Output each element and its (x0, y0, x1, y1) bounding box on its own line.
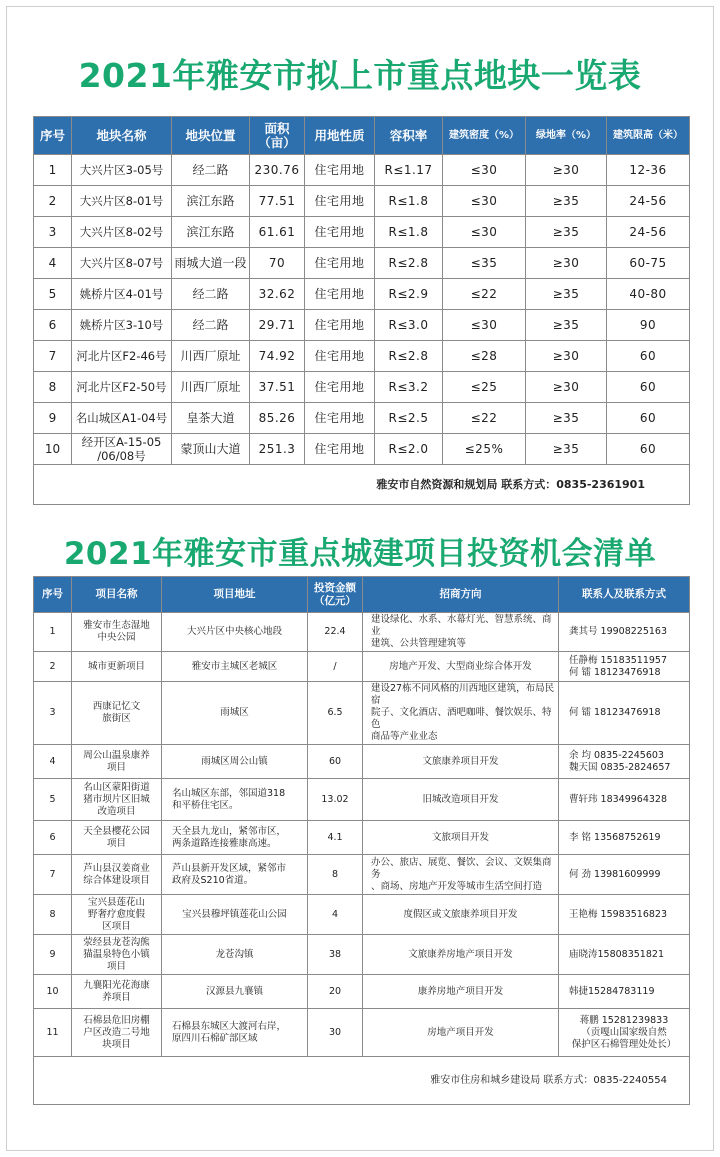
cell-contact: 余 均 0835-2245603 魏天国 0835-2824657 (559, 745, 690, 779)
project-table-row (34, 682, 690, 745)
cell-area: 251.3 (250, 434, 305, 465)
land-parcel-table (33, 116, 690, 505)
cell-investment-direction: 文旅康养房地产项目开发 (363, 935, 559, 975)
cell-index: 2 (34, 186, 72, 217)
cell-index: 8 (34, 372, 72, 403)
cell-investment-amount: 4.1 (308, 821, 363, 855)
cell-land-use: 住宅用地 (305, 186, 375, 217)
header-plot-ratio: 容积率 (375, 117, 443, 155)
cell-parcel-location: 皇茶大道 (172, 403, 250, 434)
header-contact: 联系人及联系方式 (559, 577, 690, 613)
cell-plot-ratio: R≤1.8 (375, 186, 443, 217)
cell-plot-ratio: R≤2.5 (375, 403, 443, 434)
cell-project-name: 西康记忆文 旅街区 (72, 682, 162, 745)
cell-green-ratio: ≥35 (526, 434, 607, 465)
cell-index: 3 (34, 217, 72, 248)
cell-project-address: 天全县九龙山，紧邻市区， 两条道路连接雅康高速。 (162, 821, 308, 855)
header-project-address: 项目地址 (162, 577, 308, 613)
cell-parcel-location: 经二路 (172, 310, 250, 341)
cell-building-density: ≤30 (443, 186, 526, 217)
cell-project-address: 宝兴县穆坪镇莲花山公园 (162, 895, 308, 935)
cell-investment-amount: 38 (308, 935, 363, 975)
cell-area: 61.61 (250, 217, 305, 248)
cell-investment-amount: / (308, 652, 363, 682)
cell-area: 29.71 (250, 310, 305, 341)
cell-contact: 任静梅 15183511957 何 镭 18123476918 (559, 652, 690, 682)
cell-green-ratio: ≥30 (526, 372, 607, 403)
land-table-header-row (34, 117, 690, 155)
cell-building-density: ≤30 (443, 310, 526, 341)
cell-project-name: 芦山县汉姜商业 综合体建设项目 (72, 855, 162, 895)
cell-investment-amount: 8 (308, 855, 363, 895)
cell-index: 6 (34, 821, 72, 855)
cell-parcel-location: 滨江东路 (172, 217, 250, 248)
cell-index: 3 (34, 682, 72, 745)
cell-land-use: 住宅用地 (305, 248, 375, 279)
project-table-title: 2021年雅安市重点城建项目投资机会清单 (63, 536, 657, 572)
cell-project-name: 宝兴县莲花山 野奢疗愈度假 区项目 (72, 895, 162, 935)
cell-investment-direction: 建设绿化、水系、水幕灯光、智慧系统、商业 建筑、公共管理建筑等 (363, 613, 559, 652)
cell-parcel-location: 滨江东路 (172, 186, 250, 217)
cell-land-use: 住宅用地 (305, 372, 375, 403)
cell-index: 1 (34, 155, 72, 186)
header-index: 序号 (34, 117, 72, 155)
cell-area: 77.51 (250, 186, 305, 217)
header-project-name: 项目名称 (72, 577, 162, 613)
cell-parcel-location: 川西厂原址 (172, 372, 250, 403)
header-height-limit: 建筑限高（米） (607, 117, 690, 155)
land-table-row (34, 279, 690, 310)
land-table-title: 2021年雅安市拟上市重点地块一览表 (78, 56, 642, 95)
cell-parcel-location: 蒙顶山大道 (172, 434, 250, 465)
cell-investment-amount: 13.02 (308, 779, 363, 821)
cell-plot-ratio: R≤2.0 (375, 434, 443, 465)
cell-investment-direction: 旧城改造项目开发 (363, 779, 559, 821)
cell-investment-amount: 22.4 (308, 613, 363, 652)
cell-index: 4 (34, 745, 72, 779)
cell-investment-direction: 房地产项目开发 (363, 1009, 559, 1057)
cell-land-use: 住宅用地 (305, 403, 375, 434)
land-table-row (34, 155, 690, 186)
cell-land-use: 住宅用地 (305, 279, 375, 310)
cell-index: 5 (34, 779, 72, 821)
cell-project-address: 芦山县新开发区域，紧邻市 政府及S210省道。 (162, 855, 308, 895)
cell-index: 7 (34, 341, 72, 372)
cell-plot-ratio: R≤1.8 (375, 217, 443, 248)
cell-contact: 庙晓涛15808351821 (559, 935, 690, 975)
cell-contact: 何 劲 13981609999 (559, 855, 690, 895)
cell-building-density: ≤22 (443, 279, 526, 310)
cell-project-address: 雨城区 (162, 682, 308, 745)
cell-project-address: 雨城区周公山镇 (162, 745, 308, 779)
land-table-row (34, 372, 690, 403)
cell-height-limit: 60-75 (607, 248, 690, 279)
cell-land-use: 住宅用地 (305, 155, 375, 186)
cell-green-ratio: ≥30 (526, 155, 607, 186)
cell-index: 10 (34, 975, 72, 1009)
cell-index: 9 (34, 935, 72, 975)
cell-project-name: 荥经县龙苍沟熊 猫温泉特色小镇 项目 (72, 935, 162, 975)
cell-parcel-location: 川西厂原址 (172, 341, 250, 372)
cell-height-limit: 60 (607, 403, 690, 434)
cell-land-use: 住宅用地 (305, 217, 375, 248)
cell-parcel-name: 大兴片区8-07号 (72, 248, 172, 279)
cell-parcel-location: 雨城大道一段 (172, 248, 250, 279)
cell-parcel-name: 河北片区F2-50号 (72, 372, 172, 403)
project-table-row (34, 855, 690, 895)
cell-contact: 蒋鹏 15281239833 （贡嘎山国家级自然 保护区石棉管理处处长） (559, 1009, 690, 1057)
header-index: 序号 (34, 577, 72, 613)
cell-contact: 王艳梅 15983516823 (559, 895, 690, 935)
land-table-row (34, 186, 690, 217)
cell-height-limit: 60 (607, 372, 690, 403)
cell-height-limit: 40-80 (607, 279, 690, 310)
cell-green-ratio: ≥35 (526, 310, 607, 341)
cell-building-density: ≤28 (443, 341, 526, 372)
cell-index: 5 (34, 279, 72, 310)
cell-area: 37.51 (250, 372, 305, 403)
header-building-density: 建筑密度（%） (443, 117, 526, 155)
land-table-footer: 雅安市自然资源和规划局 联系方式：0835-2361901 (34, 465, 690, 505)
cell-contact: 韩捷15284783119 (559, 975, 690, 1009)
cell-project-name: 名山区蒙阳街道 猪市坝片区旧城 改造项目 (72, 779, 162, 821)
cell-parcel-name: 大兴片区8-02号 (72, 217, 172, 248)
cell-investment-direction: 建设27栋不同风格的川西地区建筑，布局民宿 院子、文化酒店、酒吧咖啡、餐饮娱乐、特色 商品等产业业态 (363, 682, 559, 745)
cell-land-use: 住宅用地 (305, 434, 375, 465)
project-table-row (34, 975, 690, 1009)
project-table-footer: 雅安市住房和城乡建设局 联系方式：0835-2240554 (34, 1057, 690, 1105)
cell-contact: 曹轩玮 18349964328 (559, 779, 690, 821)
cell-index: 11 (34, 1009, 72, 1057)
header-parcel-name: 地块名称 (72, 117, 172, 155)
cell-project-name: 雅安市生态湿地 中央公园 (72, 613, 162, 652)
cell-project-address: 大兴片区中央核心地段 (162, 613, 308, 652)
project-table-row (34, 1009, 690, 1057)
land-table-row (34, 341, 690, 372)
cell-building-density: ≤25% (443, 434, 526, 465)
cell-index: 1 (34, 613, 72, 652)
cell-area: 74.92 (250, 341, 305, 372)
cell-height-limit: 12-36 (607, 155, 690, 186)
cell-index: 10 (34, 434, 72, 465)
cell-project-address: 龙苍沟镇 (162, 935, 308, 975)
cell-parcel-name: 大兴片区8-01号 (72, 186, 172, 217)
header-parcel-location: 地块位置 (172, 117, 250, 155)
header-area: 面积 （亩） (250, 117, 305, 155)
cell-building-density: ≤35 (443, 248, 526, 279)
project-table-row (34, 895, 690, 935)
project-opportunity-table (33, 576, 690, 1105)
cell-investment-amount: 20 (308, 975, 363, 1009)
cell-investment-direction: 康养房地产项目开发 (363, 975, 559, 1009)
project-table-row (34, 935, 690, 975)
project-table-row (34, 613, 690, 652)
cell-area: 32.62 (250, 279, 305, 310)
cell-plot-ratio: R≤3.2 (375, 372, 443, 403)
cell-contact: 龚其号 19908225163 (559, 613, 690, 652)
cell-index: 4 (34, 248, 72, 279)
project-table-row (34, 779, 690, 821)
land-table-row (34, 248, 690, 279)
cell-parcel-name: 经开区A-15-05 /06/08号 (72, 434, 172, 465)
cell-investment-direction: 度假区或文旅康养项目开发 (363, 895, 559, 935)
cell-building-density: ≤25 (443, 372, 526, 403)
cell-building-density: ≤30 (443, 155, 526, 186)
cell-green-ratio: ≥30 (526, 248, 607, 279)
header-land-use: 用地性质 (305, 117, 375, 155)
land-table-row (34, 403, 690, 434)
cell-green-ratio: ≥35 (526, 279, 607, 310)
cell-parcel-name: 河北片区F2-46号 (72, 341, 172, 372)
cell-investment-amount: 30 (308, 1009, 363, 1057)
cell-green-ratio: ≥35 (526, 217, 607, 248)
cell-index: 2 (34, 652, 72, 682)
cell-green-ratio: ≥30 (526, 341, 607, 372)
cell-parcel-name: 姚桥片区4-01号 (72, 279, 172, 310)
header-investment-direction: 招商方向 (363, 577, 559, 613)
cell-project-name: 周公山温泉康养 项目 (72, 745, 162, 779)
cell-plot-ratio: R≤3.0 (375, 310, 443, 341)
cell-index: 8 (34, 895, 72, 935)
cell-investment-direction: 房地产开发、大型商业综合体开发 (363, 652, 559, 682)
cell-project-name: 石棉县危旧房棚 户区改造二号地 块项目 (72, 1009, 162, 1057)
cell-height-limit: 60 (607, 434, 690, 465)
cell-building-density: ≤30 (443, 217, 526, 248)
cell-area: 85.26 (250, 403, 305, 434)
cell-investment-direction: 文旅康养项目开发 (363, 745, 559, 779)
cell-investment-amount: 60 (308, 745, 363, 779)
cell-project-address: 名山城区东部，邻国道318 和平桥住宅区。 (162, 779, 308, 821)
cell-plot-ratio: R≤2.8 (375, 341, 443, 372)
cell-land-use: 住宅用地 (305, 341, 375, 372)
project-table-header-row (34, 577, 690, 613)
cell-project-name: 九襄阳光花海康 养项目 (72, 975, 162, 1009)
cell-height-limit: 24-56 (607, 186, 690, 217)
cell-investment-amount: 4 (308, 895, 363, 935)
land-table-row (34, 434, 690, 465)
cell-parcel-location: 经二路 (172, 155, 250, 186)
cell-project-address: 汉源县九襄镇 (162, 975, 308, 1009)
header-green-ratio: 绿地率（%） (526, 117, 607, 155)
cell-index: 6 (34, 310, 72, 341)
cell-green-ratio: ≥35 (526, 403, 607, 434)
cell-area: 230.76 (250, 155, 305, 186)
cell-investment-direction: 办公、旅店、展览、餐饮、会议、文娱集商务 、商场、房地产开发等城市生活空间打造 (363, 855, 559, 895)
cell-contact: 李 铭 13568752619 (559, 821, 690, 855)
project-table-row (34, 652, 690, 682)
cell-contact: 何 镭 18123476918 (559, 682, 690, 745)
cell-parcel-name: 姚桥片区3-10号 (72, 310, 172, 341)
cell-plot-ratio: R≤2.8 (375, 248, 443, 279)
cell-investment-direction: 文旅项目开发 (363, 821, 559, 855)
cell-project-address: 石棉县东城区大渡河右岸， 原四川石棉矿部区域 (162, 1009, 308, 1057)
land-table-row (34, 217, 690, 248)
cell-land-use: 住宅用地 (305, 310, 375, 341)
cell-plot-ratio: R≤1.17 (375, 155, 443, 186)
land-table-row (34, 310, 690, 341)
cell-investment-amount: 6.5 (308, 682, 363, 745)
cell-project-name: 城市更新项目 (72, 652, 162, 682)
cell-project-address: 雅安市主城区老城区 (162, 652, 308, 682)
cell-parcel-location: 经二路 (172, 279, 250, 310)
cell-area: 70 (250, 248, 305, 279)
cell-height-limit: 90 (607, 310, 690, 341)
cell-parcel-name: 大兴片区3-05号 (72, 155, 172, 186)
header-investment-amount: 投资金额 （亿元） (308, 577, 363, 613)
cell-green-ratio: ≥35 (526, 186, 607, 217)
cell-index: 7 (34, 855, 72, 895)
cell-height-limit: 24-56 (607, 217, 690, 248)
cell-plot-ratio: R≤2.9 (375, 279, 443, 310)
cell-index: 9 (34, 403, 72, 434)
cell-parcel-name: 名山城区A1-04号 (72, 403, 172, 434)
cell-project-name: 天全县樱花公园 项目 (72, 821, 162, 855)
project-table-row (34, 821, 690, 855)
cell-building-density: ≤22 (443, 403, 526, 434)
project-table-row (34, 745, 690, 779)
cell-height-limit: 60 (607, 341, 690, 372)
